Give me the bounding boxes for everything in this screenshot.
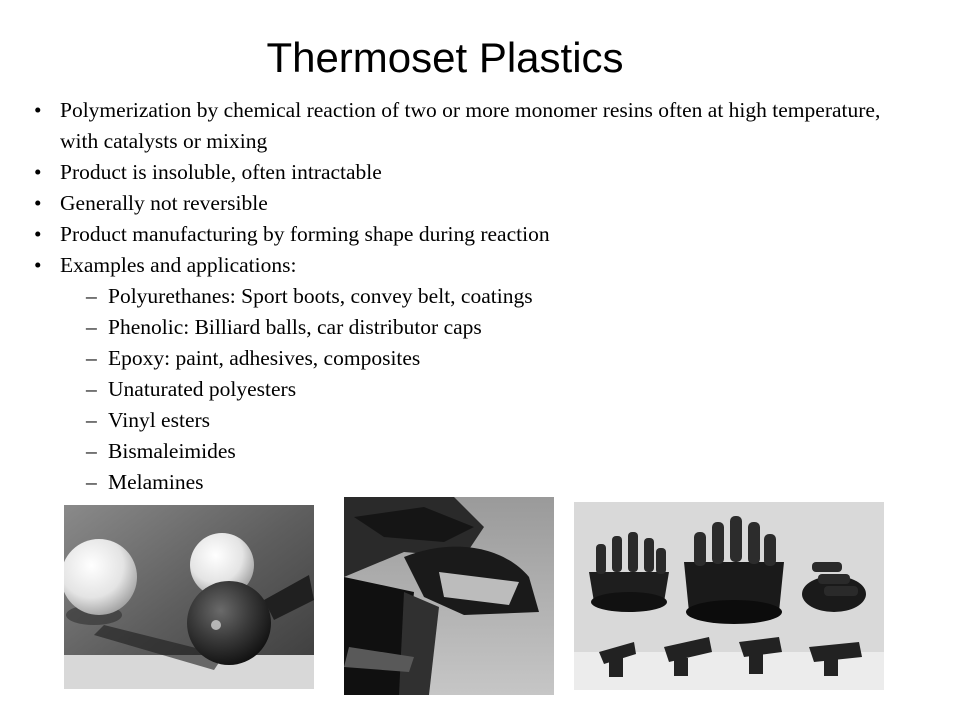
- billiard-balls-photo: [64, 505, 314, 689]
- sport-boot-photo: [344, 497, 554, 695]
- bullet-item: • Product manufacturing by forming shape during reaction: [34, 219, 914, 250]
- sub-bullet-item: – Melamines: [34, 467, 914, 498]
- bullet-item: • Polymerization by chemical reaction of two or more monomer resins often at high temperature, with catalysts or mixing: [34, 95, 914, 157]
- sub-bullet-item: – Vinyl esters: [34, 405, 914, 436]
- bullet-item: • Product is insoluble, often intractable: [34, 157, 914, 188]
- sub-bullet-item: – Unaturated polyesters: [34, 374, 914, 405]
- sub-bullet-item: – Epoxy: paint, adhesives, composites: [34, 343, 914, 374]
- sub-bullet-item: – Bismaleimides: [34, 436, 914, 467]
- sub-bullet-item: – Phenolic: Billiard balls, car distributor caps: [34, 312, 914, 343]
- slide-title: Thermoset Plastics: [266, 34, 624, 81]
- distributor-caps-photo: [574, 502, 884, 690]
- sub-bullet-item: – Polyurethanes: Sport boots, convey belt, coatings: [34, 281, 914, 312]
- bullet-item: • Examples and applications:: [34, 250, 914, 281]
- bullet-item: • Generally not reversible: [34, 188, 914, 219]
- bullet-list: [34, 95, 914, 498]
